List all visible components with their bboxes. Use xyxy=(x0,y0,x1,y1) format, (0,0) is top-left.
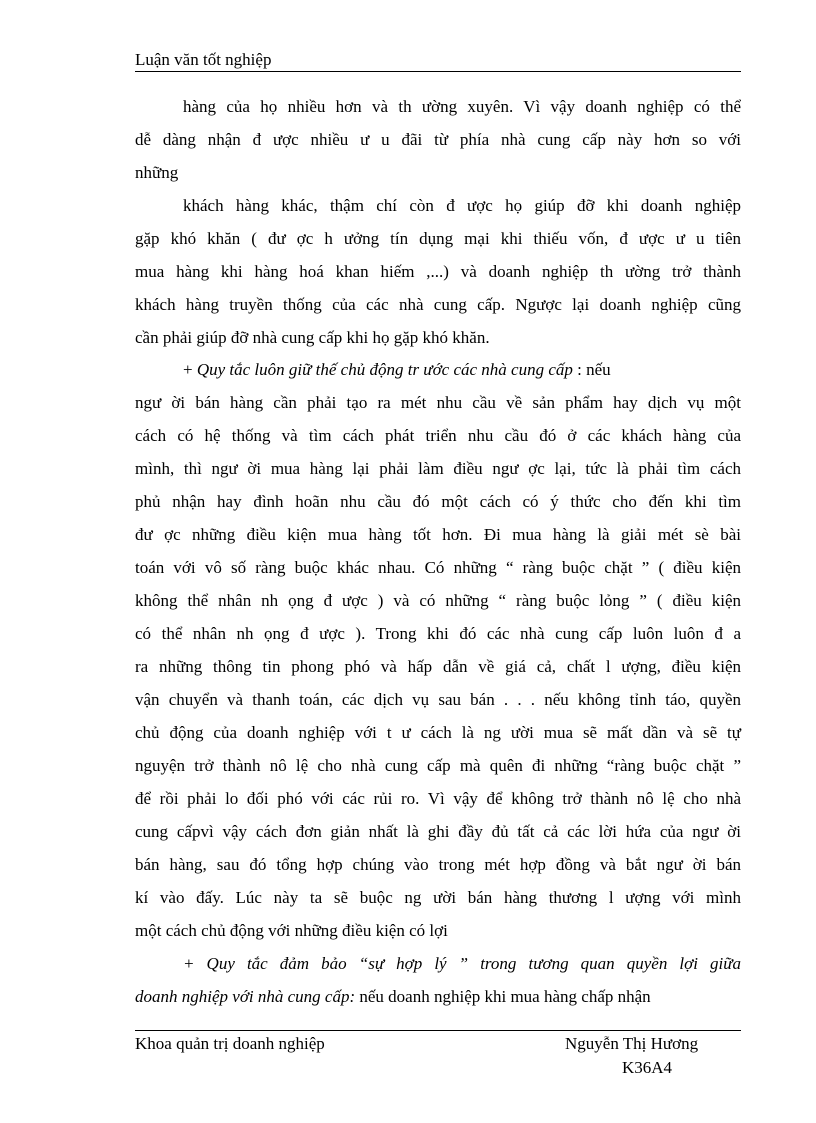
text-line: toán với vô số ràng buộc khác nhau. Có những “ ràng buộc chặt ” ( điều kiện xyxy=(135,558,741,577)
text-line: dễ dàng nhận đ ược nhiều ư u đãi từ phía nhà cung cấp này hơn so với xyxy=(135,130,741,149)
text-line: cách có hệ thống và tìm cách phát triển nhu cầu đó ở các khách hàng của xyxy=(135,426,741,445)
text-line: cung cấpvì vậy cách đơn giản nhất là ghi đầy đủ tất cả các lời hứa của ngư ời xyxy=(135,822,741,841)
text-line: để rồi phải lo đối phó với các rủi ro. Vì vậy để không trở thành nô lệ cho nhà xyxy=(135,789,741,808)
text-line: phủ nhận hay đình hoãn nhu cầu đó một cách có ý thức cho đến khi tìm xyxy=(135,492,741,511)
text-line: không thể nhân nh ọng đ ược ) và có những “ ràng buộc lỏng ” ( điều kiện xyxy=(135,591,741,610)
rule-heading-line: + Quy tắc đảm bảo “sự hợp lý ” trong tương quan quyền lợi giữa xyxy=(183,954,741,973)
text-line: khách hàng khác, thậm chí còn đ ược họ giúp đỡ khi doanh nghiệp xyxy=(183,196,741,215)
text-line: hàng của họ nhiều hơn và th ường xuyên. Vì vậy doanh nghiệp có thể xyxy=(183,97,741,116)
rule-heading-tail: : nếu xyxy=(577,360,611,379)
footer-author: Nguyễn Thị Hương xyxy=(565,1034,699,1053)
page-header-title: Luận văn tốt nghiệp xyxy=(135,50,272,69)
footer-department: Khoa quản trị doanh nghiệp xyxy=(135,1034,325,1053)
text-line: mua hàng khi hàng hoá khan hiếm ,...) và doanh nghiệp th ường trở thành xyxy=(135,262,741,281)
rule-heading: Quy tắc luôn giữ thế chủ động tr ước các nhà cung cấp xyxy=(196,360,573,379)
text-line: vận chuyển và thanh toán, các dịch vụ sau bán . . . nếu không tỉnh táo, quyền xyxy=(135,690,741,709)
rule-heading: doanh nghiệp với nhà cung cấp: xyxy=(135,987,356,1006)
text-line: cần phải giúp đỡ nhà cung cấp khi họ gặp khó khăn. xyxy=(135,328,490,347)
footer-divider xyxy=(135,1030,741,1031)
header-divider xyxy=(135,71,741,72)
text-line: chủ động của doanh nghiệp với t ư cách là ng ười mua sẽ mất dần và sẽ tự xyxy=(135,723,741,742)
text-line: kí vào đấy. Lúc này ta sẽ buộc ng ười bán hàng thương l ượng với mình xyxy=(135,888,741,907)
text-line: nguyện trở thành nô lệ cho nhà cung cấp mà quên đi những “ràng buộc chặt ” xyxy=(135,756,741,775)
text-line: mình, thì ngư ời mua hàng lại phải làm điều ngư ợc lại, tức là phải tìm cách xyxy=(135,459,741,478)
rule-heading-line xyxy=(183,360,741,380)
footer-class: K36A4 xyxy=(622,1058,673,1077)
text-line: khách hàng truyền thống của các nhà cung cấp. Ngược lại doanh nghiệp cũng xyxy=(135,295,741,314)
text-line: ra những thông tin phong phó và hấp dẫn về giá cả, chất l ượng, điều kiện xyxy=(135,657,741,676)
rule-heading-tail: nếu doanh nghiệp khi mua hàng chấp nhận xyxy=(355,987,651,1006)
text-line: ngư ời bán hàng cần phải tạo ra mét nhu cầu về sản phẩm hay dịch vụ một xyxy=(135,393,741,412)
text-line: đư ợc những điều kiện mua hàng tốt hơn. Đi mua hàng là giải mét sè bài xyxy=(135,525,741,544)
text-line: có thể nhân nh ọng đ ược ). Trong khi đó các nhà cung cấp luôn luôn đ a xyxy=(135,624,741,643)
text-line: gặp khó khăn ( đư ợc h ưởng tín dụng mại khi thiếu vốn, đ ược ư u tiên xyxy=(135,229,741,248)
text-line: một cách chủ động với những điều kiện có lợi xyxy=(135,921,448,940)
text-line: bán hàng, sau đó tổng hợp chúng vào trong mét hợp đồng và bắt ngư ời bán xyxy=(135,855,741,874)
text-line: những xyxy=(135,163,179,182)
rule-heading-line xyxy=(135,987,741,1007)
rule-bullet: + xyxy=(183,360,193,379)
